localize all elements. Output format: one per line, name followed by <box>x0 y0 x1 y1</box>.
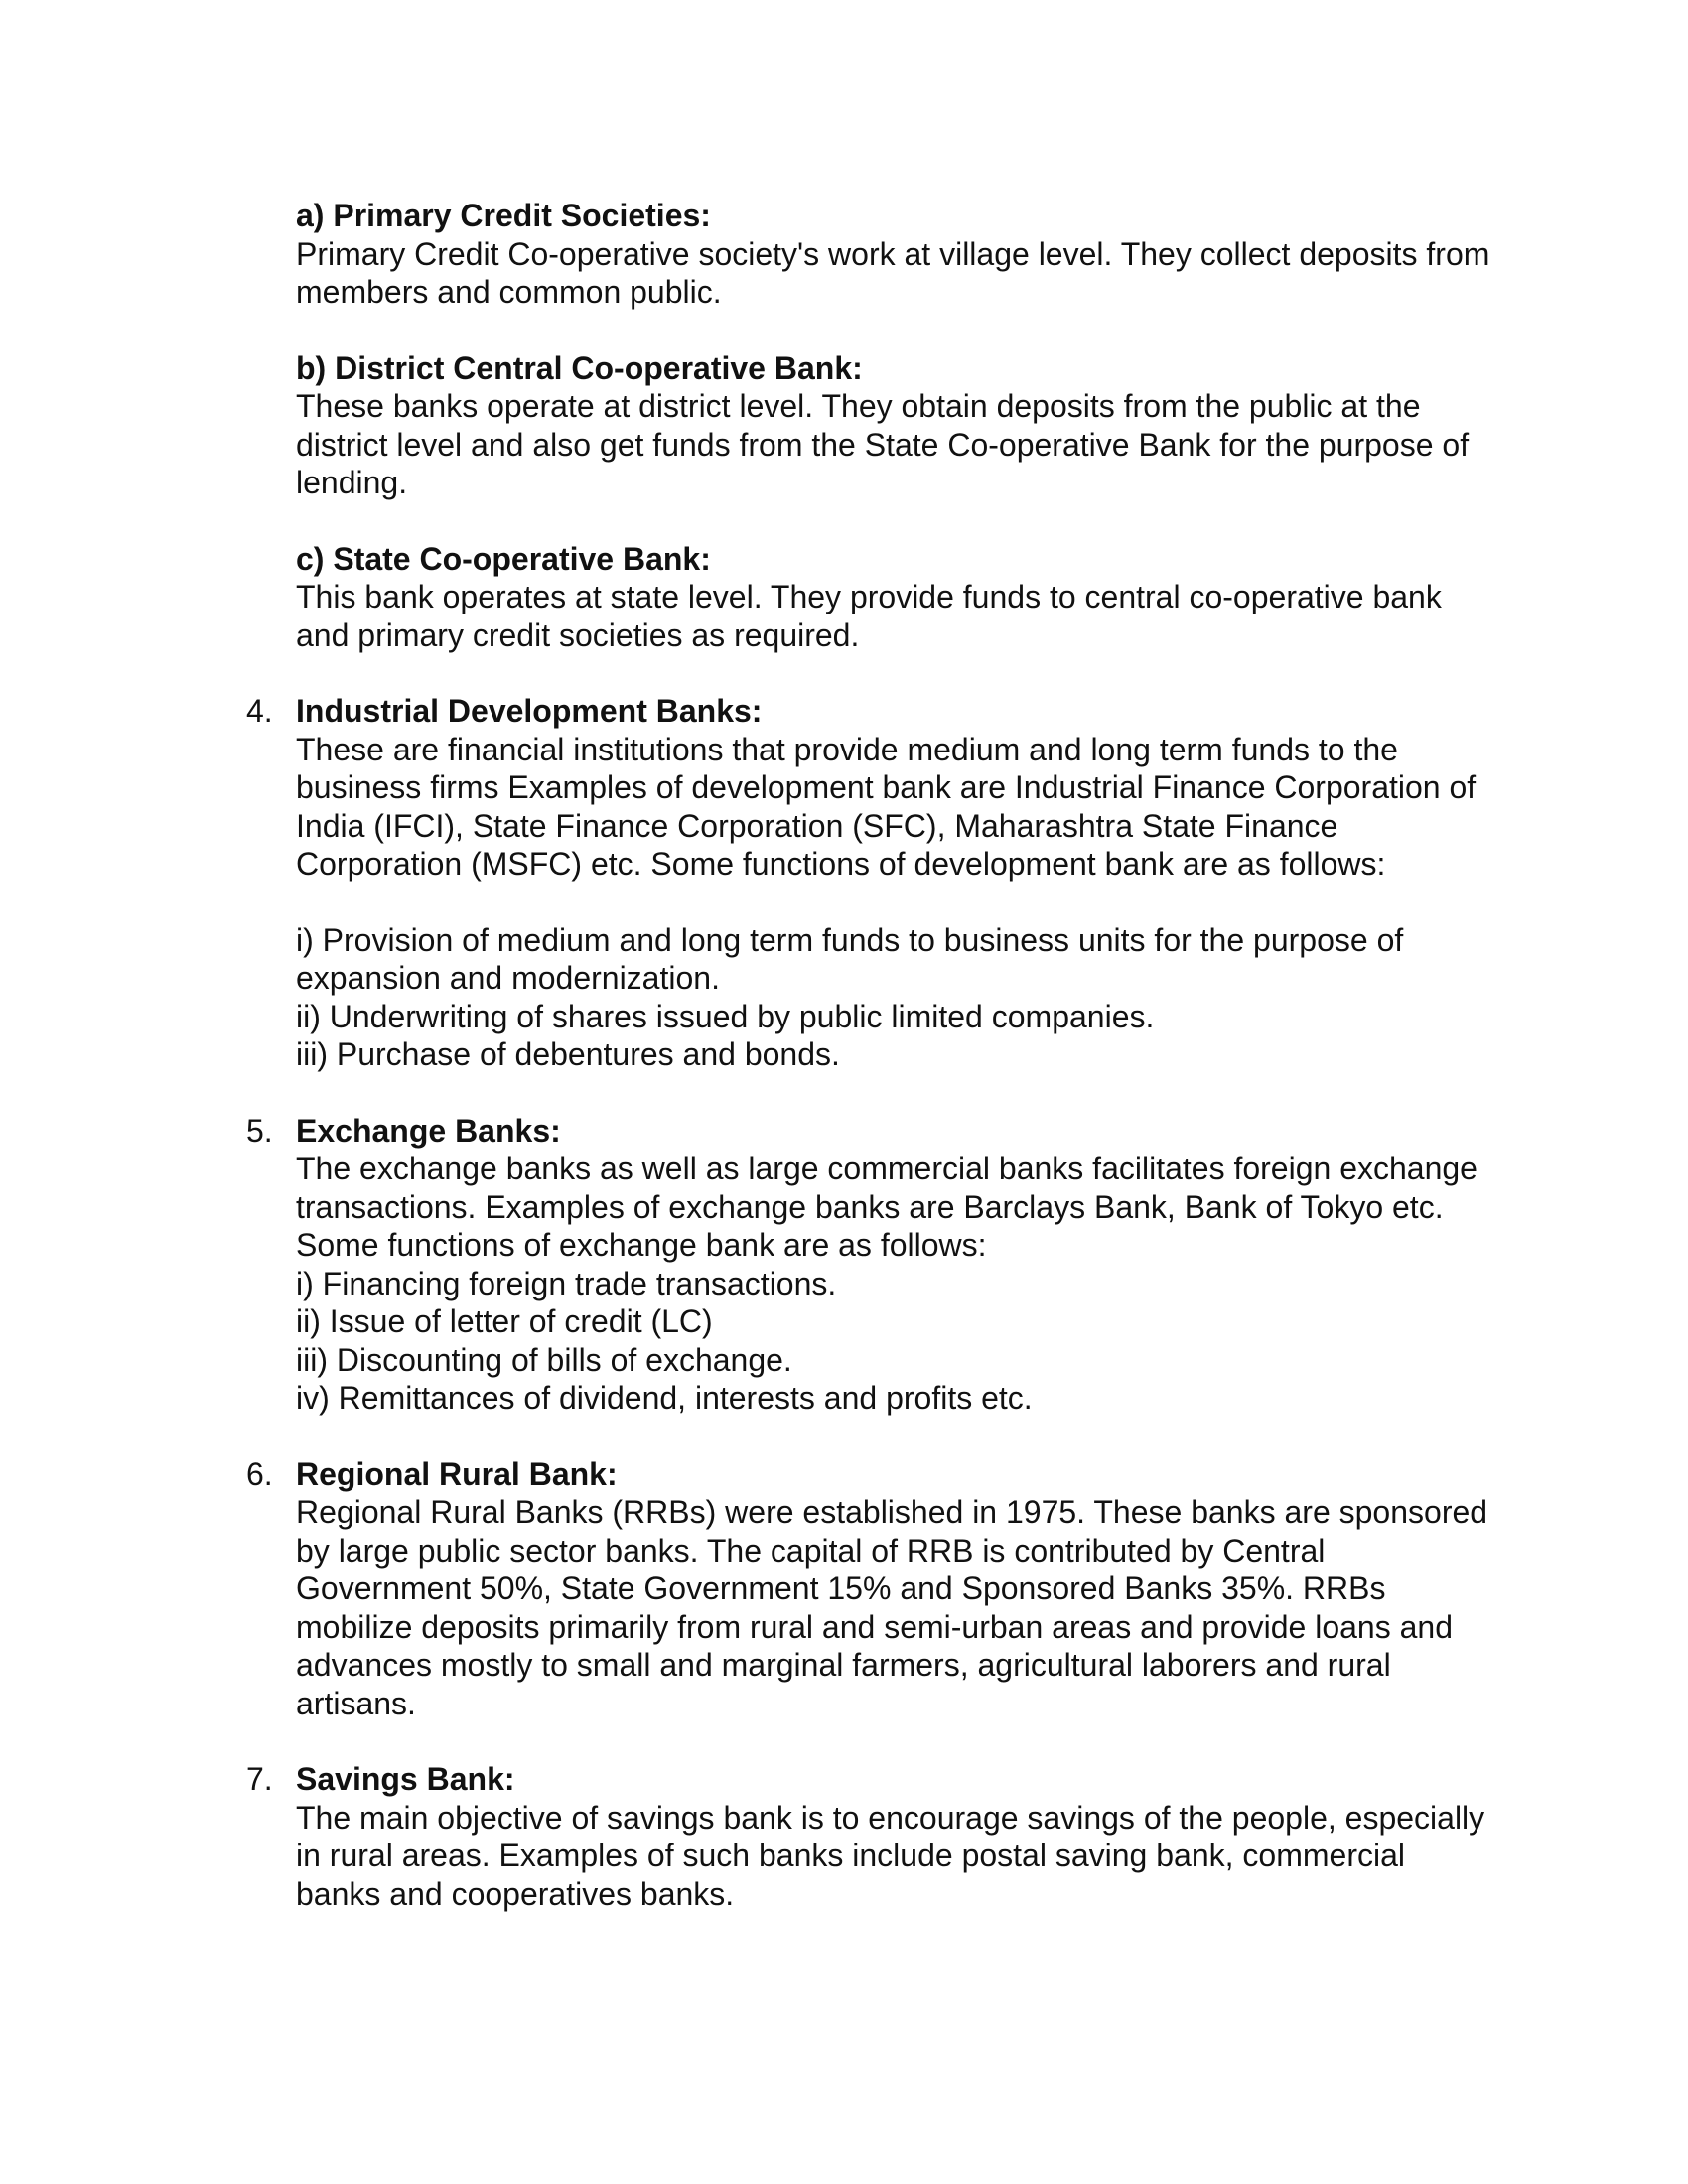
item-savings-bank <box>246 1760 1497 1913</box>
section-primary-credit-societies <box>296 197 1497 312</box>
section-text: This bank operates at state level. They provide funds to central co-operative bank and primary credit societies as required. <box>296 579 1442 653</box>
section-heading: b) District Central Co-operative Bank: <box>296 349 863 386</box>
section-district-central-cooperative-bank <box>296 349 1497 502</box>
item-text: The main objective of savings bank is to encourage savings of the people, especially in rural areas. Examples of such banks include postal saving bank, commercial banks and cooperatives banks. <box>296 1799 1485 1912</box>
item-number: 7. <box>246 1761 273 1797</box>
item-heading: Regional Rural Bank: <box>296 1455 618 1492</box>
list-item: iii) Purchase of debentures and bonds. <box>296 1036 840 1072</box>
section-heading: a) Primary Credit Societies: <box>296 198 711 233</box>
item-exchange-banks <box>246 1112 1497 1418</box>
list-item: iii) Discounting of bills of exchange. <box>296 1341 792 1378</box>
section-state-cooperative-bank <box>296 540 1497 655</box>
item-heading: Exchange Banks: <box>296 1112 561 1149</box>
document-content <box>246 197 1497 1913</box>
section-text: Primary Credit Co-operative society's work at village level. They collect deposits from members and common public. <box>296 235 1490 310</box>
list-item: i) Financing foreign trade transactions. <box>296 1265 837 1301</box>
list-item: iv) Remittances of dividend, interests and profits etc. <box>296 1380 1033 1416</box>
item-text: Regional Rural Banks (RRBs) were established in 1975. These banks are sponsored by large public sector banks. The capital of RRB is contributed by Central Government 50%, State Government 15% and Sponsored Banks 35%. RRBs mobilize deposits primarily from rural and semi-urban areas and provide loans and advances mostly to small and marginal farmers, agricultural laborers and rural artisans. <box>296 1494 1488 1721</box>
item-number: 6. <box>246 1455 273 1492</box>
item-heading: Savings Bank: <box>296 1761 515 1797</box>
item-text: These are financial institutions that provide medium and long term funds to the business firms Examples of development bank are Industrial Finance Corporation of India (IFCI), State Finance Corporation (SFC), Maharashtra State Finance Corporation (MSFC) etc. Some functions of development bank are as follows: <box>296 731 1477 882</box>
item-regional-rural-bank <box>246 1455 1497 1723</box>
item-heading: Industrial Development Banks: <box>296 693 763 729</box>
section-text: These banks operate at district level. They obtain deposits from the public at the district level and also get funds from the State Co-operative Bank for the purpose of lending. <box>296 388 1470 500</box>
section-heading: c) State Co-operative Bank: <box>296 540 711 577</box>
item-number: 5. <box>246 1112 273 1149</box>
list-item: i) Provision of medium and long term funds to business units for the purpose of expansion and modernization. <box>296 921 1404 996</box>
item-industrial-development-banks <box>246 692 1497 1074</box>
item-text: The exchange banks as well as large commercial banks facilitates foreign exchange transactions. Examples of exchange banks are Barclays Bank, Bank of Tokyo etc. Some functions of exchange bank are as follows: <box>296 1151 1477 1263</box>
list-item: ii) Underwriting of shares issued by public limited companies. <box>296 998 1155 1034</box>
list-item: ii) Issue of letter of credit (LC) <box>296 1303 713 1339</box>
item-number: 4. <box>246 693 273 729</box>
